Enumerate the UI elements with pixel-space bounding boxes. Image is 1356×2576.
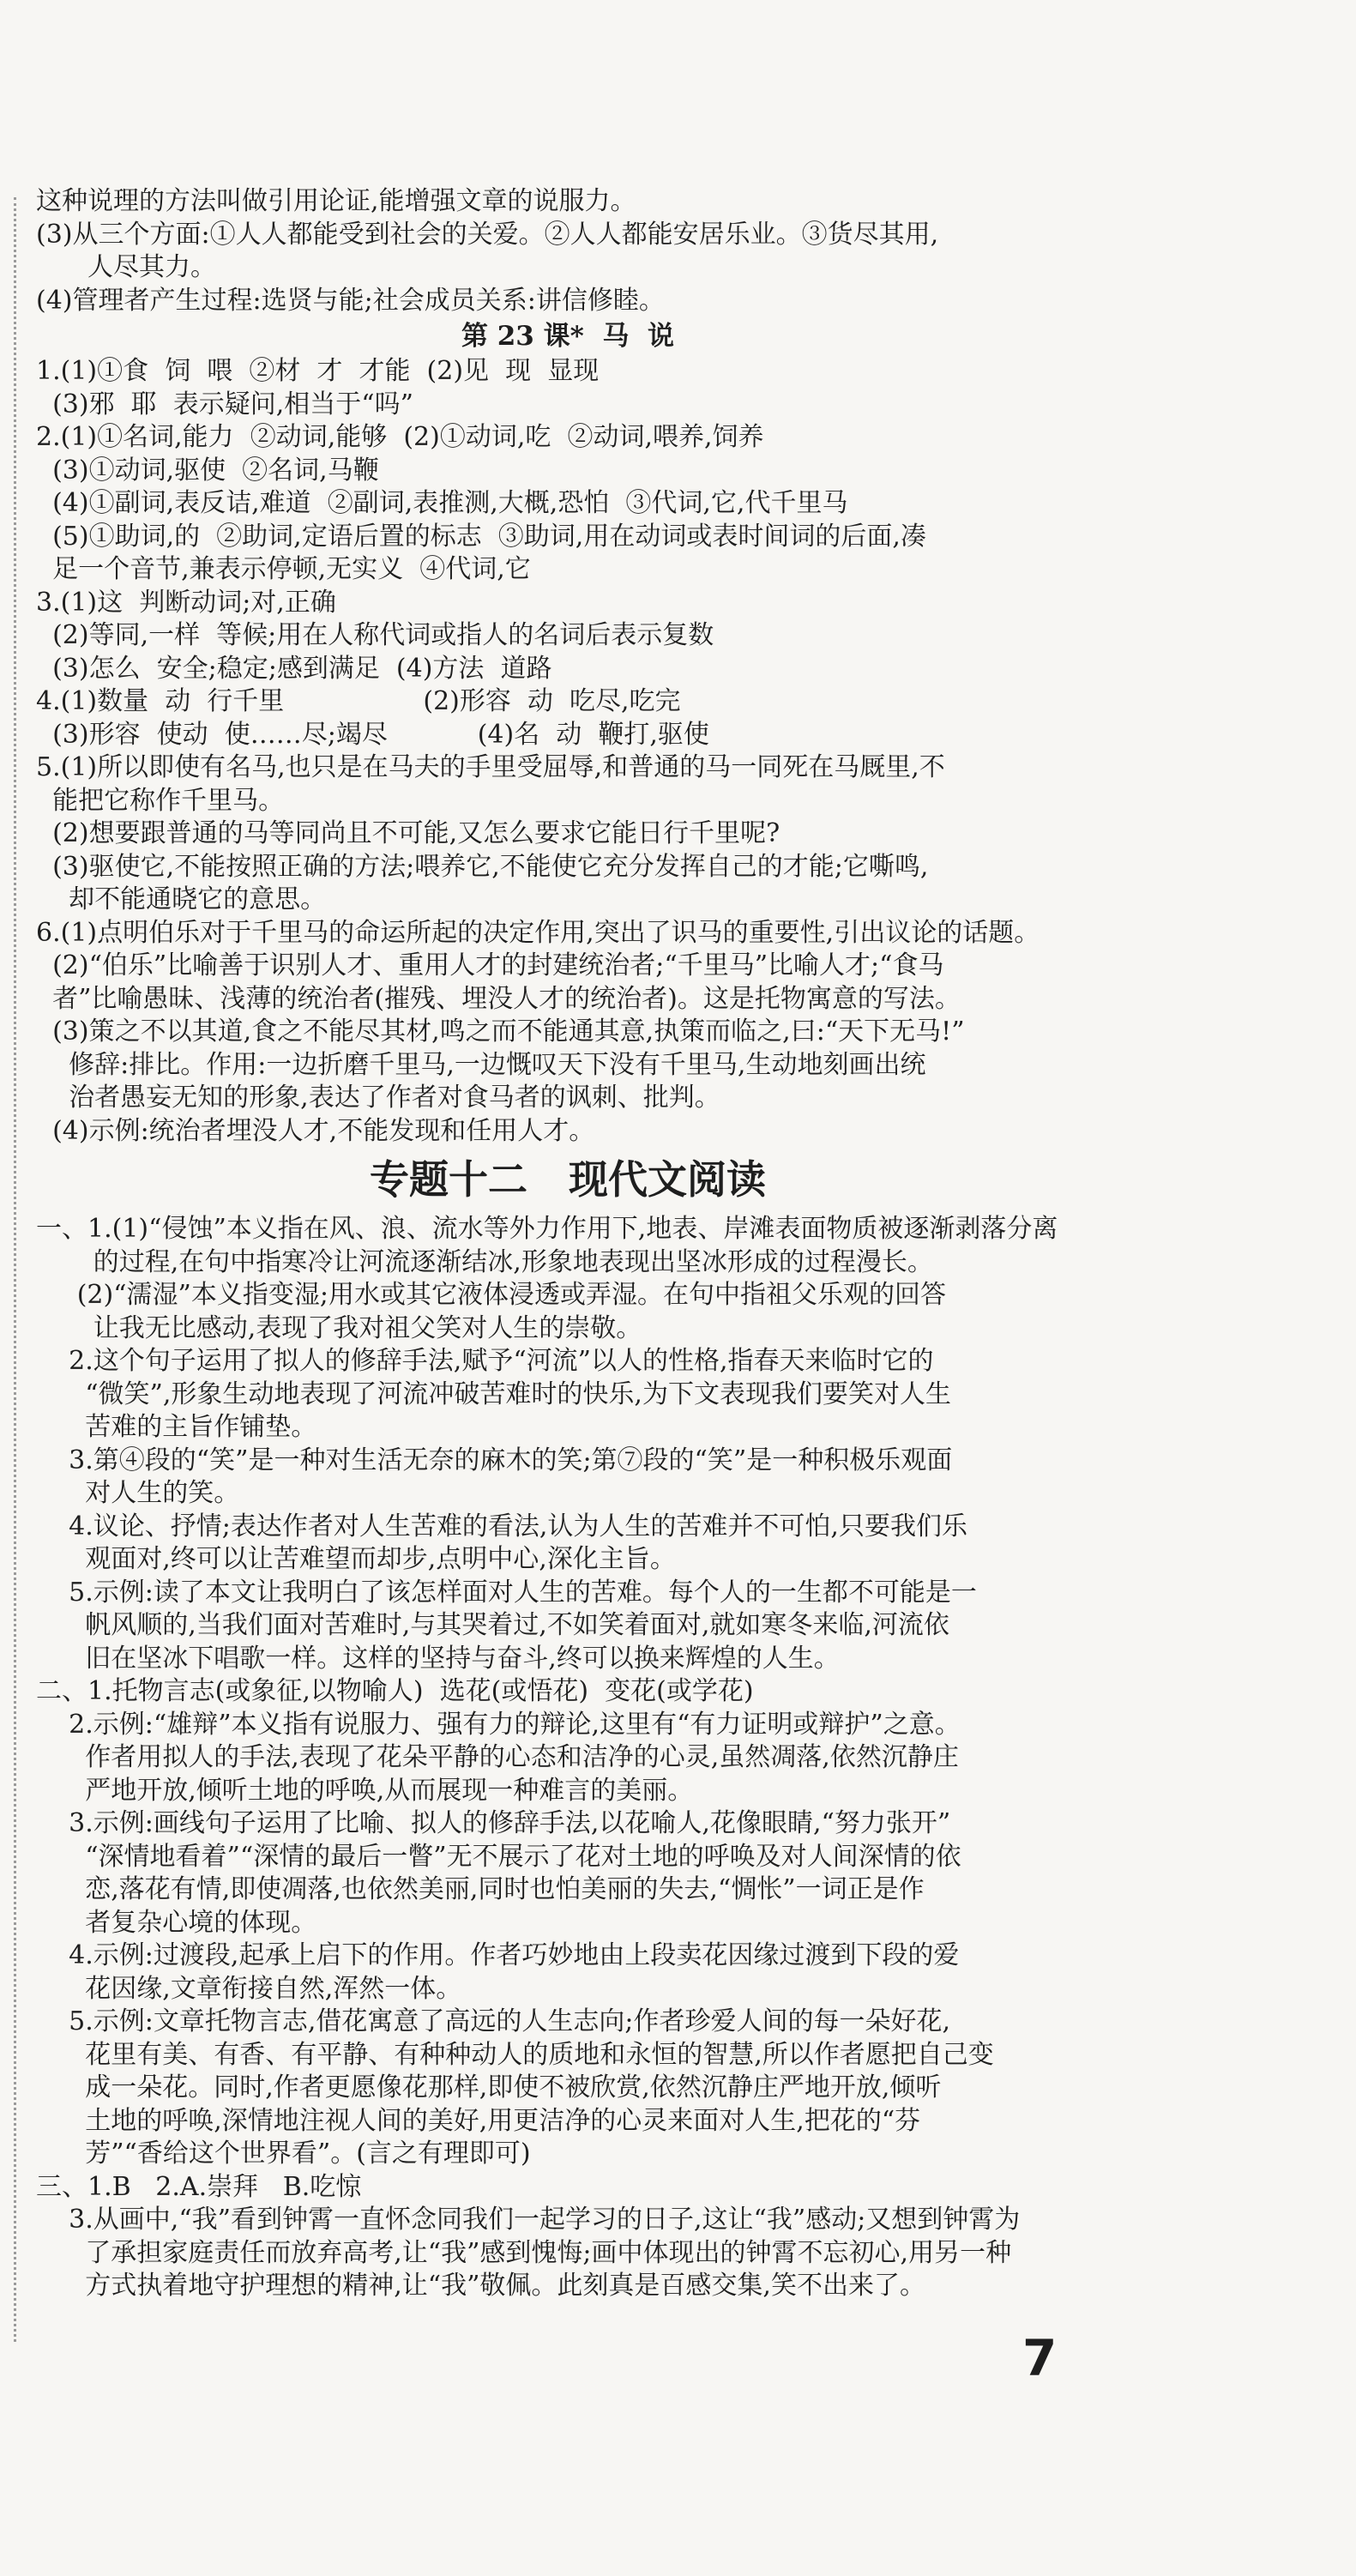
previous-answers <box>36 185 1100 317</box>
text-line: (2)等同,一样 等候;用在人称代词或指人的名词后表示复数 <box>36 620 714 650</box>
page-content <box>36 185 1100 2303</box>
text-line: 足一个音节,兼表示停顿,无实义 ④代词,它 <box>36 554 531 584</box>
text-line: 苦难的主旨作铺垫。 <box>36 1412 317 1442</box>
binding-dotted-line <box>14 197 16 2342</box>
lesson-title: 第 23 课* 马 说 <box>461 321 675 352</box>
text-line: 花因缘,文章衔接自然,浑然一体。 <box>36 1973 462 2004</box>
text-line: 4.示例:过渡段,起承上启下的作用。作者巧妙地由上段卖花因缘过渡到下段的爱 <box>36 1940 960 1970</box>
text-line: 让我无比感动,表现了我对祖父笑对人生的崇敬。 <box>36 1312 642 1343</box>
text-line: 观面对,终可以让苦难望而却步,点明中心,深化主旨。 <box>36 1544 676 1574</box>
lesson-answers <box>36 355 1100 1148</box>
text-line: 方式执着地守护理想的精神,让“我”敬佩。此刻真是百感交集,笑不出来了。 <box>36 2271 925 2301</box>
text-line: 3.从画中,“我”看到钟霄一直怀念同我们一起学习的日子,这让“我”感动;又想到钟霄为 <box>36 2205 1021 2235</box>
text-line: 3.示例:画线句子运用了比喻、拟人的修辞手法,以花喻人,花像眼睛,“努力张开” <box>36 1808 951 1838</box>
text-line: 旧在坚冰下唱歌一样。这样的坚持与奋斗,终可以换来辉煌的人生。 <box>36 1643 840 1674</box>
text-line: (4)①副词,表反诘,难道 ②副词,表推测,大概,恐怕 ③代词,它,代千里马 <box>36 488 848 518</box>
text-line: 6.(1)点明伯乐对于千里马的命运所起的决定作用,突出了识马的重要性,引出议论的话题。 <box>36 917 1040 948</box>
text-line: 4.(1)数量 动 行千里 (2)形容 动 吃尽,吃完 <box>36 686 681 716</box>
text-line: “微笑”,形象生动地表现了河流冲破苦难时的快乐,为下文表现我们要笑对人生 <box>36 1378 951 1409</box>
text-line: 对人生的笑。 <box>36 1478 240 1508</box>
text-line: (3)策之不以其道,食之不能尽其材,鸣之而不能通其意,执策而临之,曰:“天下无马!” <box>36 1017 965 1047</box>
text-line: 却不能通晓它的意思。 <box>36 884 327 914</box>
text-line: (3)①动词,驱使 ②名词,马鞭 <box>36 455 379 486</box>
text-line: 花里有美、有香、有平静、有种种动人的质地和永恒的智慧,所以作者愿把自己变 <box>36 2039 994 2070</box>
text-line: 二、1.托物言志(或象征,以物喻人) 选花(或悟花) 变花(或学花) <box>36 1676 754 1706</box>
text-line: 了承担家庭责任而放弃高考,让“我”感到愧悔;画中体现出的钟霄不忘初心,用另一种 <box>36 2237 1012 2268</box>
text-line: 这种说理的方法叫做引用论证,能增强文章的说服力。 <box>36 186 636 216</box>
text-line: 三、1.B 2.A.崇拜 B.吃惊 <box>36 2171 362 2202</box>
text-line: (2)“伯乐”比喻善于识别人才、重用人才的封建统治者;“千里马”比喻人才;“食马 <box>36 950 944 980</box>
text-line: 修辞:排比。作用:一边折磨千里马,一边慨叹天下没有千里马,生动地刻画出统 <box>36 1049 926 1080</box>
text-line: 1.(1)①食 饲 喂 ②材 才 才能 (2)见 现 显现 <box>36 356 600 386</box>
text-line: 治者愚妄无知的形象,表达了作者对食马者的讽刺、批判。 <box>36 1083 720 1113</box>
text-line: 帆风顺的,当我们面对苦难时,与其哭着过,不如笑着面对,就如寒冬来临,河流依 <box>36 1610 949 1640</box>
text-line: (5)①助词,的 ②助词,定语后置的标志 ③助词,用在动词或表时间词的后面,凑 <box>36 521 926 552</box>
text-line: 能把它称作千里马。 <box>36 785 285 816</box>
text-line: (2)“濡湿”本义指变湿;用水或其它液体浸透或弄湿。在句中指祖父乐观的回答 <box>36 1280 946 1310</box>
text-line: 5.示例:文章托物言志,借花寓意了高远的人生志向;作者珍爱人间的每一朵好花, <box>36 2006 951 2036</box>
text-line: “深情地看着”“深情的最后一瞥”无不展示了花对土地的呼唤及对人间深情的依 <box>36 1841 961 1872</box>
text-line: 芳”“香给这个世界看”。(言之有理即可) <box>36 2139 531 2169</box>
text-line: (2)想要跟普通的马等同尚且不可能,又怎么要求它能日行千里呢? <box>36 818 780 848</box>
text-line: 恋,落花有情,即使凋落,也依然美丽,同时也怕美丽的失去,“惆怅”一词正是作 <box>36 1874 925 1904</box>
text-line: 者”比喻愚昧、浅薄的统治者(摧残、埋没人才的统治者)。这是托物寓意的写法。 <box>36 983 961 1014</box>
text-line: 5.示例:读了本文让我明白了该怎样面对人生的苦难。每个人的一生都不可能是一 <box>36 1577 977 1608</box>
text-line: 4.议论、抒情;表达作者对人生苦难的看法,认为人生的苦难并不可怕,只要我们乐 <box>36 1511 967 1541</box>
text-line: 2.(1)①名词,能力 ②动词,能够 (2)①动词,吃 ②动词,喂养,饲养 <box>36 422 764 452</box>
text-line: (4)示例:统治者埋没人才,不能发现和任用人才。 <box>36 1115 595 1146</box>
text-line: (3)形容 使动 使……尽;竭尽 (4)名 动 鞭打,驱使 <box>36 719 709 750</box>
text-line: 一、1.(1)“侵蚀”本义指在风、浪、流水等外力作用下,地表、岸滩表面物质被逐渐剥落分离 <box>36 1214 1058 1244</box>
text-line: 严地开放,倾听土地的呼唤,从而展现一种难言的美丽。 <box>36 1775 694 1806</box>
text-line: 2.示例:“雄辩”本义指有说服力、强有力的辩论,这里有“有力证明或辩护”之意。 <box>36 1709 961 1740</box>
text-line: (3)驱使它,不能按照正确的方法;喂养它,不能使它充分发挥自己的才能;它嘶鸣, <box>36 851 929 882</box>
section-title: 专题十二 现代文阅读 <box>369 1156 767 1203</box>
text-line: (3)邪 耶 表示疑问,相当于“吗” <box>36 389 413 419</box>
text-line: (3)怎么 安全;稳定;感到满足 (4)方法 道路 <box>36 653 552 684</box>
text-line: 5.(1)所以即使有名马,也只是在马夫的手里受屈辱,和普通的马一同死在马厩里,不 <box>36 752 945 782</box>
text-line: (3)从三个方面:①人人都能受到社会的关爱。②人人都能安居乐业。③货尽其用, <box>36 219 939 250</box>
text-line: 者复杂心境的体现。 <box>36 1907 317 1938</box>
text-line: 的过程,在句中指寒冷让河流逐渐结冰,形象地表现出坚冰形成的过程漫长。 <box>36 1246 933 1277</box>
text-line: 作者用拟人的手法,表现了花朵平静的心态和洁净的心灵,虽然凋落,依然沉静庄 <box>36 1742 959 1772</box>
text-line: 土地的呼唤,深情地注视人间的美好,用更洁净的心灵来面对人生,把花的“芬 <box>36 2105 921 2136</box>
section-answers <box>36 1213 1100 2303</box>
text-line: 成一朵花。同时,作者更愿像花那样,即使不被欣赏,依然沉静庄严地开放,倾听 <box>36 2072 942 2102</box>
page-number: 7 <box>1022 2329 1058 2387</box>
text-line: 3.(1)这 判断动词;对,正确 <box>36 587 336 618</box>
text-line: 2.这个句子运用了拟人的修辞手法,赋予“河流”以人的性格,指春天来临时它的 <box>36 1346 934 1376</box>
text-line: 3.第④段的“笑”是一种对生活无奈的麻木的笑;第⑦段的“笑”是一种积极乐观面 <box>36 1445 953 1475</box>
text-line: 人尽其力。 <box>87 252 216 282</box>
text-line: (4)管理者产生过程:选贤与能;社会成员关系:讲信修睦。 <box>36 285 665 316</box>
